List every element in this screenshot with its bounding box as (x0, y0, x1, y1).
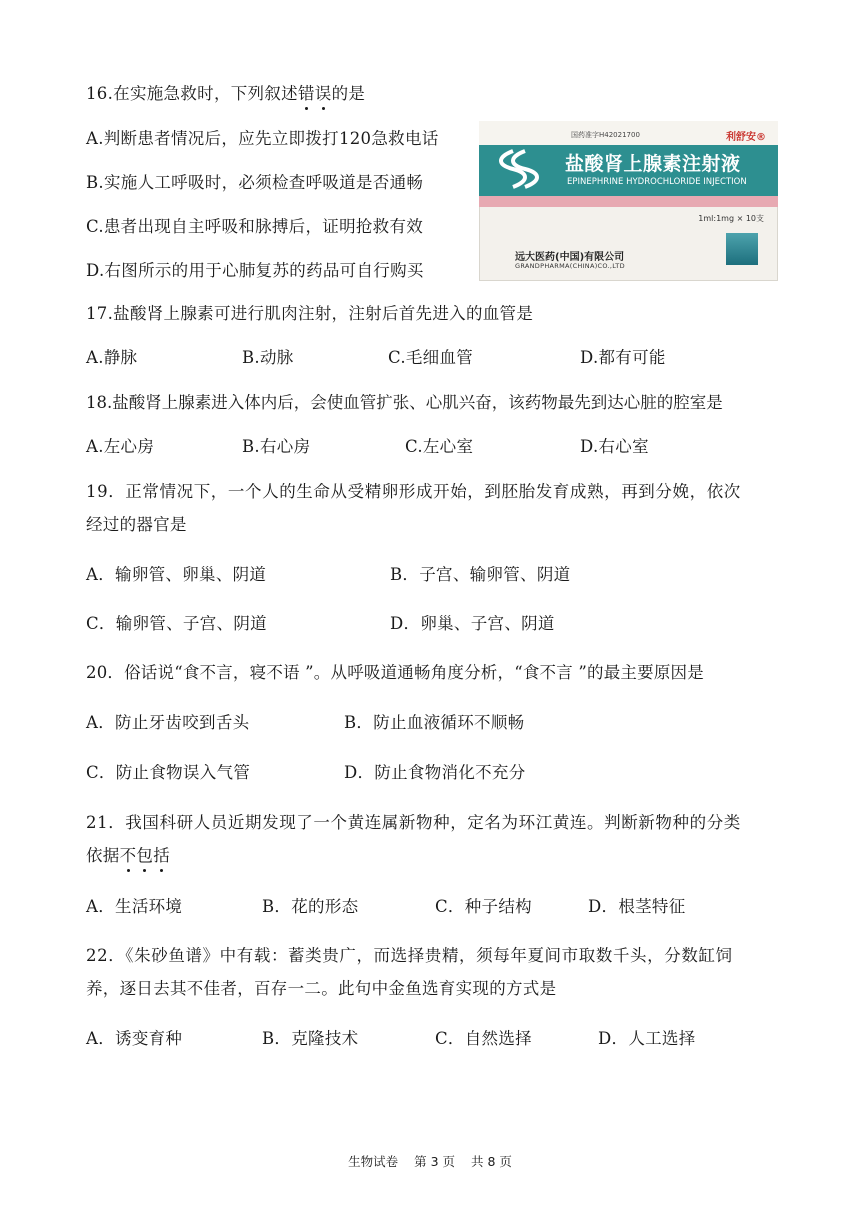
box-emblem-icon (726, 233, 758, 265)
box-drug-name: 盐酸肾上腺素注射液 (565, 153, 741, 175)
emphasis-char: 包 (136, 846, 154, 865)
q19-option-b: B．子宫、输卵管、阴道 (390, 565, 571, 584)
q18-option-c: C.左心室 (405, 437, 474, 456)
q21-stem-text: 依据 (86, 846, 120, 865)
footer-page-number: 第 3 页 (414, 1154, 455, 1169)
q22-option-b: B．克隆技术 (262, 1029, 359, 1048)
emphasis-char: 括 (153, 846, 171, 865)
q21-emphasis (120, 846, 170, 865)
box-manufacturer: 远大医药(中国)有限公司 (515, 252, 625, 263)
emphasis-char: 误 (314, 84, 332, 103)
question-18-stem: 18.盐酸肾上腺素进入体内后，会使血管扩张、心肌兴奋，该药物最先到达心脏的腔室是 (86, 393, 723, 412)
question-19-stem-line2: 经过的器官是 (86, 515, 187, 534)
q16-stem-text: 16.在实施急救时，下列叙述 (86, 84, 298, 103)
q22-option-d: D．人工选择 (598, 1029, 696, 1048)
swirl-logo-icon (483, 147, 553, 195)
q21-option-d: D．根茎特征 (588, 897, 686, 916)
q18-option-b: B.右心房 (242, 437, 311, 456)
q16-option-b: B.实施人工呼吸时，必须检查呼吸道是否通畅 (86, 173, 424, 192)
q20-option-d: D．防止食物消化不充分 (344, 763, 526, 782)
emphasis-char: 不 (119, 846, 137, 865)
box-registration-number: 国药准字H42021700 (571, 131, 640, 139)
q21-option-b: B．花的形态 (262, 897, 359, 916)
q21-option-c: C．种子结构 (435, 897, 532, 916)
box-brand: 利舒安® (726, 132, 766, 143)
question-20-stem: 20．俗话说“食不言，寝不语 ”。从呼吸道通畅角度分析，“食不言 ”的最主要原因是 (86, 663, 704, 682)
box-manufacturer-en: GRANDPHARMA(CHINA)CO.,LTD (515, 262, 625, 270)
footer-subject: 生物试卷 (348, 1154, 399, 1169)
q16-option-a: A.判断患者情况后，应先立即拨打120急救电话 (86, 129, 439, 148)
q20-option-c: C．防止食物误入气管 (86, 763, 251, 782)
emphasis-char: 错 (297, 84, 315, 103)
box-pink-stripe (479, 196, 778, 207)
box-drug-name-en: EPINEPHRINE HYDROCHLORIDE INJECTION (567, 177, 747, 187)
question-22-stem-line1: 22．《朱砂鱼谱》中有载：蓄类贵广，而选择贵精，须每年夏间市取数千头，分数缸饲 (86, 946, 733, 965)
q20-option-b: B．防止血液循环不顺畅 (344, 713, 525, 732)
q18-option-d: D.右心室 (580, 437, 649, 456)
q19-option-a: A．输卵管、卵巢、阴道 (86, 565, 267, 584)
question-22-stem-line2: 养，逐日去其不佳者，百存一二。此句中金鱼选育实现的方式是 (86, 979, 557, 998)
footer-total-pages: 共 8 页 (470, 1154, 512, 1169)
q16-emphasis (298, 84, 332, 103)
question-21-stem-line2 (86, 845, 170, 867)
page-footer (0, 1152, 860, 1170)
medicine-box-image (479, 121, 778, 281)
q18-option-a: A.左心房 (86, 437, 155, 456)
question-19-stem-line1: 19．正常情况下，一个人的生命从受精卵形成开始，到胚胎发育成熟，再到分娩，依次 (86, 482, 741, 501)
q17-option-c: C.毛细血管 (388, 348, 474, 367)
q16-stem-end: 的是 (331, 84, 366, 103)
q19-option-c: C．输卵管、子宫、阴道 (86, 614, 267, 633)
question-17-stem: 17.盐酸肾上腺素可进行肌肉注射，注射后首先进入的血管是 (86, 304, 534, 323)
q22-option-c: C．自然选择 (435, 1029, 532, 1048)
q22-option-a: A．诱变育种 (86, 1029, 183, 1048)
question-16-stem (86, 83, 365, 105)
q16-option-c: C.患者出现自主呼吸和脉搏后，证明抢救有效 (86, 217, 424, 236)
box-spec: 1ml:1mg × 10支 (698, 214, 764, 223)
q19-option-d: D．卵巢、子宫、阴道 (390, 614, 555, 633)
q21-option-a: A．生活环境 (86, 897, 183, 916)
q17-option-b: B.动脉 (242, 348, 294, 367)
q17-option-a: A.静脉 (86, 348, 138, 367)
q17-option-d: D.都有可能 (580, 348, 666, 367)
question-21-stem-line1: 21．我国科研人员近期发现了一个黄连属新物种，定名为环江黄连。判断新物种的分类 (86, 813, 741, 832)
q16-option-d: D.右图所示的用于心肺复苏的药品可自行购买 (86, 261, 424, 280)
q20-option-a: A．防止牙齿咬到舌头 (86, 713, 250, 732)
